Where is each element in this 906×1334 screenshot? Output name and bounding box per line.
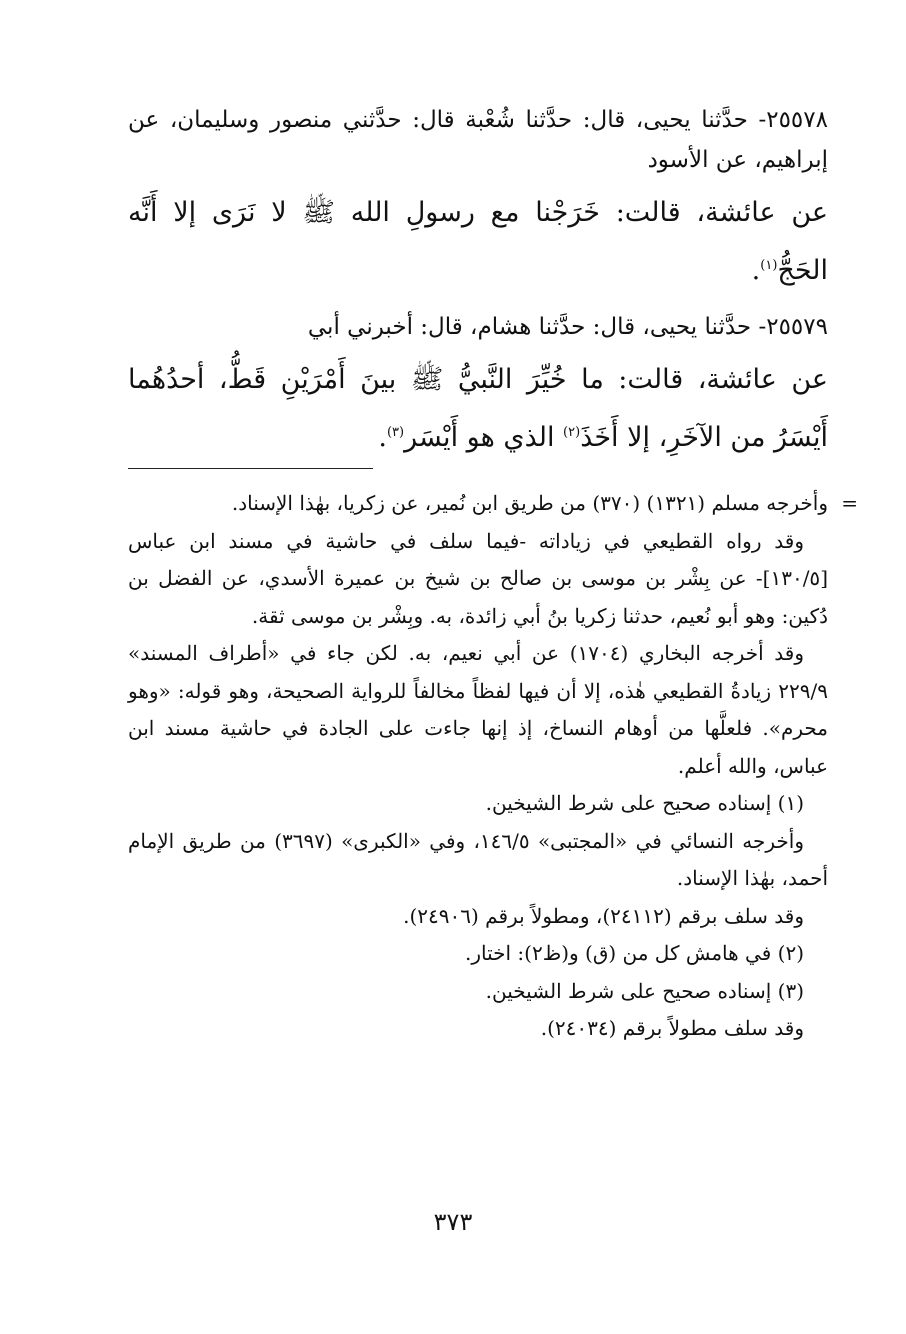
footnote-ref-2[interactable]: (٢)	[563, 425, 581, 440]
hadith-25578-matn	[128, 186, 828, 297]
footnote-2: (٢) في هامش كل من (ق) و(ظ٢): اختار.	[465, 941, 804, 965]
hadith-25578-isnad: ٢٥٥٧٨- حدَّثنا يحيى، قال: حدَّثنا شُعْبة قال: حدَّثني منصور وسليمان، عن إبراهيم، عن الأسود	[128, 107, 828, 173]
footnote-continuation-3: وقد أخرجه البخاري (١٧٠٤) عن أبي نعيم، به. لكن جاء في «أطراف المسند» ٢٢٩/٩ زيادةُ القطيعي هٰذه، إلا أن فيها لفظاً مخالفاً للرواية الصحيحة، وهو قوله: «وهو محرم». فلعلَّها من أوهام النساخ، إذ إنها جاءت على الجادة في حاشية مسند ابن عباس، والله أعلم.	[128, 641, 828, 778]
hadith-25579-matn	[128, 353, 828, 464]
hadith-25579-matn-text: عن عائشة، قالت: ما خُيِّرَ النَّبيُّ ﷺ بينَ أَمْرَيْنِ قَطُّ، أحدُهُما أَيْسَرُ من الآخَرِ، إلا أَخَذَ	[128, 364, 828, 453]
footnote-continuation-2: وقد رواه القطيعي في زياداته -فيما سلف في حاشية في مسند ابن عباس [١٣٠/٥]- عن بِشْر بن موسى بن صالح بن شيخ بن عميرة الأسدي، عن الفضل بن دُكين: وهو أبو نُعيم، حدثنا زكريا بنُ أبي زائدة، به. وبِشْر بن موسى ثقة.	[128, 528, 828, 628]
page-number: ٣٧٣	[433, 1208, 473, 1236]
footnotes	[128, 485, 858, 1048]
hadith-25579-matn-tail: الذي هو أَيْسَر	[404, 422, 564, 453]
footnote-ref-1[interactable]: (١)	[760, 258, 778, 273]
footnote-3: (٣) إسناده صحيح على شرط الشيخين.	[485, 978, 804, 1003]
footnote-continuation-1-text: وأخرجه مسلم (١٣٢١) (٣٧٠) من طريق ابن نُمير، عن زكريا، بهٰذا الإسناد.	[231, 491, 828, 515]
footnote-divider	[128, 468, 373, 469]
continuation-mark: =	[841, 491, 858, 515]
hadith-25578-end: .	[751, 255, 761, 286]
footnote-1-source: وأخرجه النسائي في «المجتبى» ١٤٦/٥، وفي «الكبرى» (٣٦٩٧) من طريق الإمام أحمد، بهٰذا الإسناد.	[128, 828, 828, 890]
hadith-25579-end: .	[378, 422, 387, 453]
page-body	[128, 100, 858, 1048]
footnote-ref-3[interactable]: (٣)	[386, 425, 405, 440]
footnote-1-crossref: وقد سلف برقم (٢٤١١٢)، ومطولاً برقم (٢٤٩٠٦).	[403, 903, 804, 928]
hadith-25578-matn-text: عن عائشة، قالت: خَرَجْنا مع رسولِ الله ﷺ لا نَرَى إلا أَنَّه الحَجُّ	[128, 197, 828, 286]
footnote-continuation-1	[128, 485, 858, 523]
footnote-1: (١) إسناده صحيح على شرط الشيخين.	[485, 791, 804, 815]
footnote-3-crossref: وقد سلف مطولاً برقم (٢٤٠٣٤).	[540, 1016, 804, 1040]
hadith-25579-isnad: ٢٥٥٧٩- حدَّثنا يحيى، قال: حدَّثنا هشام، قال: أخبرني أبي	[307, 314, 828, 340]
